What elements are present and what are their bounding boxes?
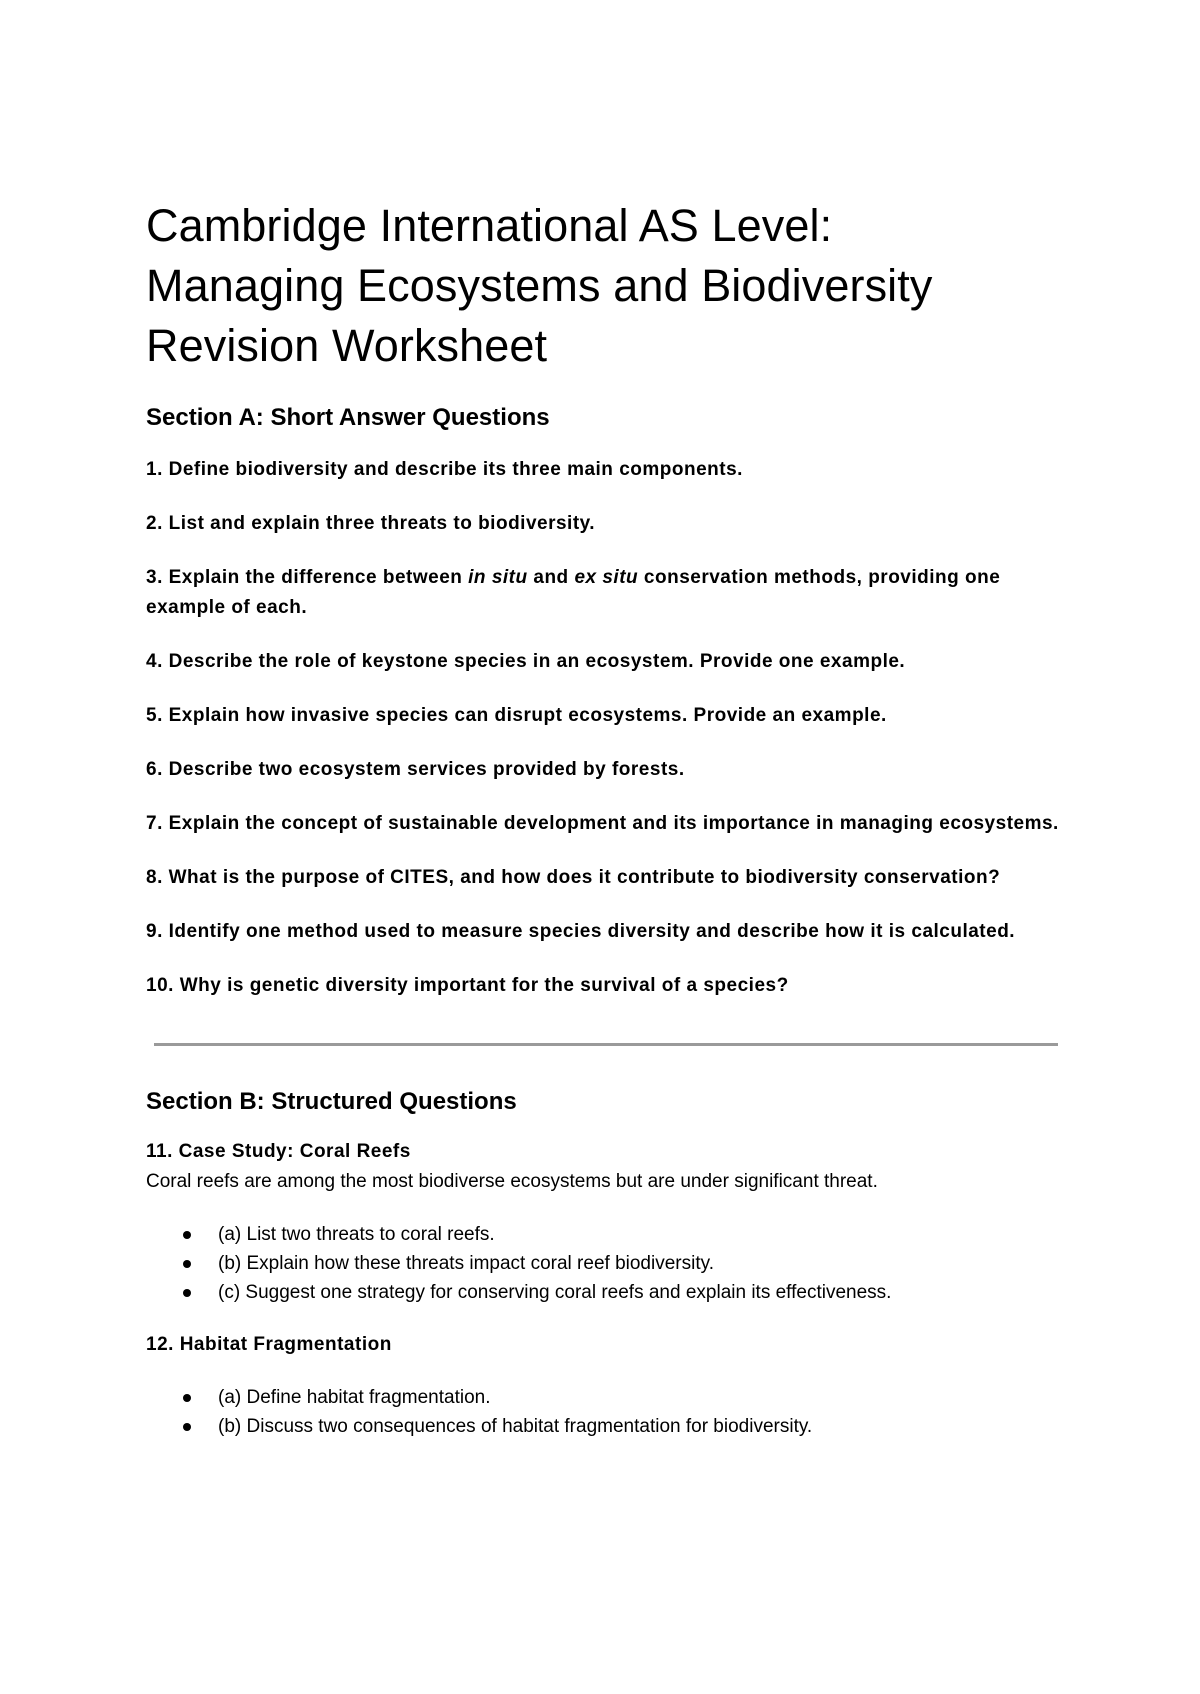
title-line-1: Cambridge International AS Level: — [146, 200, 833, 251]
section-divider — [154, 1043, 1058, 1046]
question-12a: (a) Define habitat fragmentation. — [218, 1387, 491, 1408]
question-12-parts — [146, 1383, 1066, 1441]
section-a-heading: Section A: Short Answer Questions — [146, 404, 550, 431]
question-3-part-2: and — [527, 567, 575, 588]
question-11-parts — [146, 1220, 1066, 1307]
question-1: 1. Define biodiversity and describe its three main components. — [146, 459, 743, 480]
question-11-intro: Coral reefs are among the most biodiverse ecosystems but are under significant threat. — [146, 1171, 878, 1192]
question-3-in-situ: in situ — [468, 567, 528, 588]
worksheet-page — [146, 196, 1066, 1441]
document-title — [146, 196, 1066, 376]
question-11-title: 11. Case Study: Coral Reefs — [146, 1141, 411, 1162]
question-11b: (b) Explain how these threats impact coral reef biodiversity. — [218, 1253, 714, 1274]
question-2: 2. List and explain three threats to biodiversity. — [146, 513, 596, 534]
question-4: 4. Describe the role of keystone species in an ecosystem. Provide one example. — [146, 651, 906, 672]
question-8: 8. What is the purpose of CITES, and how does it contribute to biodiversity conservation? — [146, 867, 1001, 888]
bullet-icon — [183, 1289, 191, 1297]
question-3-part-3: conservation methods, providing one example of each. — [146, 567, 1001, 618]
question-12-title: 12. Habitat Fragmentation — [146, 1334, 392, 1355]
list-item — [146, 1249, 1066, 1278]
question-12b: (b) Discuss two consequences of habitat fragmentation for biodiversity. — [218, 1416, 813, 1437]
bullet-icon — [183, 1423, 191, 1431]
section-b-heading: Section B: Structured Questions — [146, 1088, 517, 1115]
bullet-icon — [183, 1260, 191, 1268]
list-item — [146, 1412, 1066, 1441]
question-3 — [146, 563, 1066, 623]
section-a-questions — [146, 455, 1066, 1001]
bullet-icon — [183, 1231, 191, 1239]
question-5: 5. Explain how invasive species can disrupt ecosystems. Provide an example. — [146, 705, 887, 726]
list-item — [146, 1383, 1066, 1412]
list-item — [146, 1220, 1066, 1249]
question-11a: (a) List two threats to coral reefs. — [218, 1224, 495, 1245]
question-3-ex-situ: ex situ — [574, 567, 639, 588]
question-11c: (c) Suggest one strategy for conserving coral reefs and explain its effectiveness. — [218, 1282, 892, 1303]
question-9: 9. Identify one method used to measure species diversity and describe how it is calculated. — [146, 921, 1016, 942]
title-line-2: Managing Ecosystems and Biodiversity — [146, 260, 933, 311]
list-item — [146, 1278, 1066, 1307]
question-6: 6. Describe two ecosystem services provided by forests. — [146, 759, 685, 780]
question-10: 10. Why is genetic diversity important for the survival of a species? — [146, 975, 789, 996]
question-3-part-1: 3. Explain the difference between — [146, 567, 469, 588]
question-7: 7. Explain the concept of sustainable development and its importance in managing ecosystems. — [146, 813, 1059, 834]
bullet-icon — [183, 1394, 191, 1402]
title-line-3: Revision Worksheet — [146, 320, 548, 371]
